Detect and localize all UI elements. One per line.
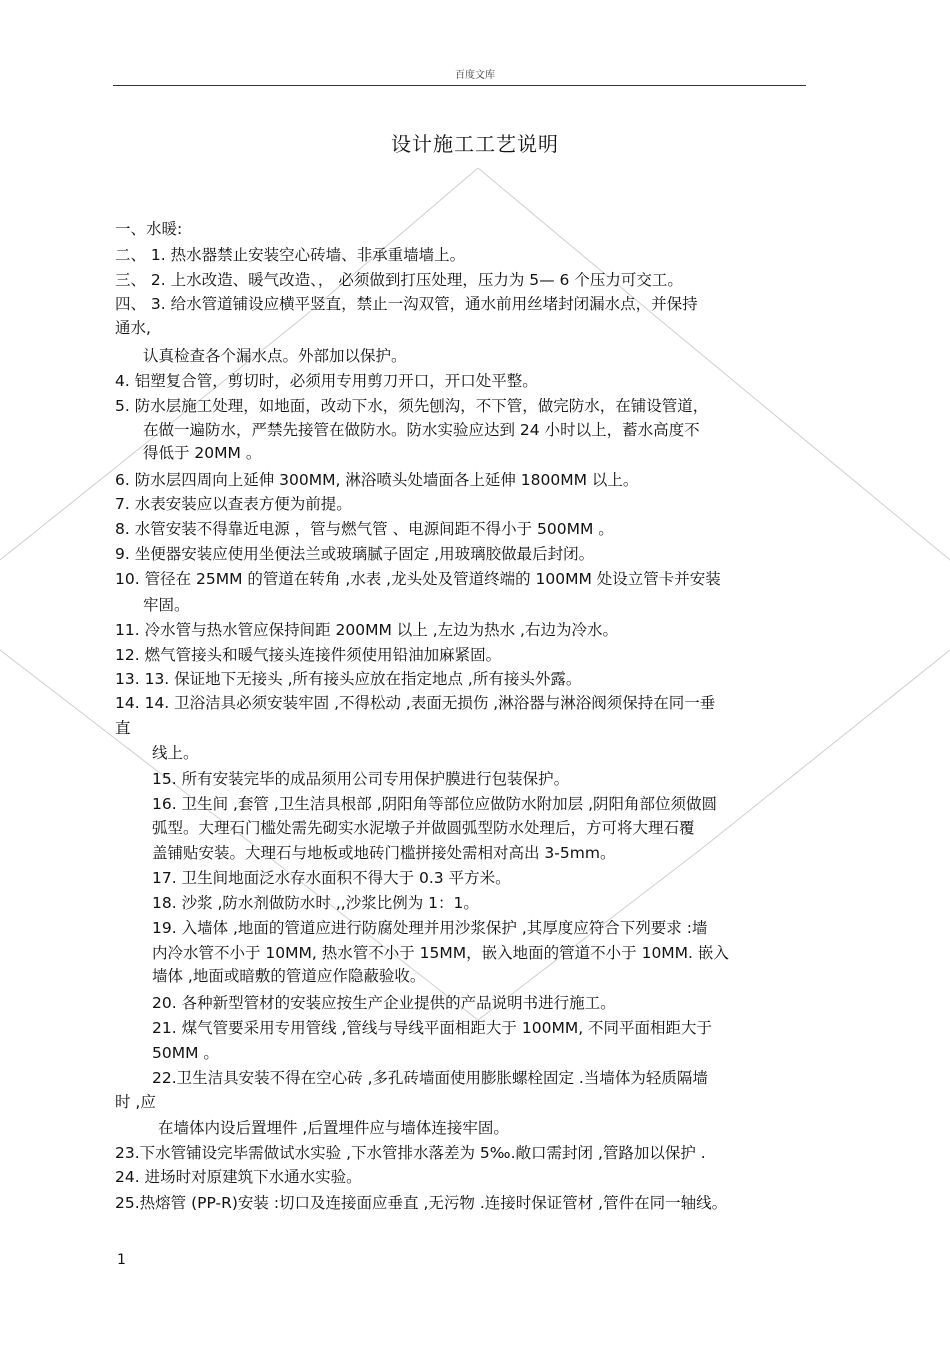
text-line: 12. 燃气管接头和暖气接头连接件须使用铅油加麻紧固。 — [115, 646, 502, 664]
document-title: 设计施工工艺说明 — [391, 132, 559, 156]
text-line: 盖铺贴安装。大理石与地板或地砖门槛拼接处需相对高出 3-5mm。 — [152, 844, 616, 862]
text-line: 弧型。大理石门槛处需先砌实水泥墩子并做圆弧型防水处理后，方可将大理石覆 — [152, 819, 695, 837]
page-number: 1 — [117, 1252, 126, 1268]
text-line: 11. 冷水管与热水管应保持间距 200MM 以上 ,左边为热水 ,右边为冷水。 — [115, 621, 618, 639]
text-line: 一、水暖: — [115, 220, 183, 238]
text-line: 50MM 。 — [152, 1044, 219, 1062]
text-line: 墙体 ,地面或暗敷的管道应作隐蔽验收。 — [152, 967, 426, 985]
text-line: 18. 沙浆 ,防水剂做防水时 ,,沙浆比例为 1：1。 — [152, 894, 479, 912]
text-line: 8. 水管安装不得靠近电源 ，管与燃气管 、电源间距不得小于 500MM 。 — [115, 520, 614, 538]
text-line: 13. 13. 保证地下无接头 ,所有接头应放在指定地点 ,所有接头外露。 — [115, 670, 582, 688]
text-line: 15. 所有安装完毕的成品须用公司专用保护膜进行包装保护。 — [152, 770, 570, 788]
text-line: 认真检查各个漏水点。外部加以保护。 — [143, 347, 407, 365]
text-line: 二、 1. 热水器禁止安装空心砖墙、非承重墙墙上。 — [115, 246, 466, 264]
text-line: 5. 防水层施工处理，如地面，改动下水，须先刨沟，不下管，做完防水，在铺设管道， — [115, 397, 709, 415]
text-line: 25.热熔管 (PP-R)安装 :切口及连接面应垂直 ,无污物 .连接时保证管材 ,管件在同一轴线。 — [115, 1194, 728, 1212]
text-line: 内冷水管不小于 10MM, 热水管不小于 15MM，嵌入地面的管道不小于 10MM. 嵌入 — [152, 944, 729, 962]
text-line: 10. 管径在 25MM 的管道在转角 ,水表 ,龙头处及管道终端的 100MM 处设立管卡并安装 — [115, 570, 721, 588]
text-line: 在墙体内设后置埋件 ,后置埋件应与墙体连接牢固。 — [158, 1119, 509, 1137]
text-line: 9. 坐便器安装应使用坐便法兰或玻璃腻子固定 ,用玻璃胶做最后封闭。 — [115, 545, 595, 563]
text-line: 23.下水管铺设完毕需做试水实验 ,下水管排水落差为 5‰.敞口需封闭 ,管路加以保护 . — [115, 1144, 706, 1162]
text-line: 在做一遍防水，严禁先接管在做防水。防水实验应达到 24 小时以上，蓄水高度不 — [143, 421, 700, 439]
text-line: 时 ,应 — [115, 1093, 156, 1111]
text-line: 三、 2. 上水改造、暖气改造、， 必须做到打压处理，压力为 5— 6 个压力可交工。 — [115, 271, 683, 289]
text-line: 21. 煤气管要采用专用管线 ,管线与导线平面相距大于 100MM, 不同平面相距大于 — [152, 1019, 713, 1037]
text-line: 14. 14. 卫浴洁具必须安装牢固 ,不得松动 ,表面无损伤 ,淋浴器与淋浴阀须保持在同一垂 — [115, 694, 716, 712]
text-line: 四、 3. 给水管道铺设应横平竖直，禁止一沟双管，通水前用丝堵封闭漏水点，并保持 — [115, 295, 698, 313]
text-line: 通水, — [115, 319, 151, 337]
page-header: 百度文库 — [455, 70, 495, 81]
text-line: 20. 各种新型管材的安装应按生产企业提供的产品说明书进行施工。 — [152, 994, 616, 1012]
text-line: 得低于 20MM 。 — [143, 444, 262, 462]
text-line: 6. 防水层四周向上延伸 300MM, 淋浴喷头处墙面各上延伸 1800MM 以上。 — [115, 471, 639, 489]
text-line: 牢固。 — [143, 596, 190, 614]
text-line: 24. 进场时对原建筑下水通水实验。 — [115, 1168, 362, 1186]
text-line: 17. 卫生间地面泛水存水面积不得大于 0.3 平方米。 — [152, 869, 511, 887]
text-line: 线上。 — [152, 744, 199, 762]
text-line: 7. 水表安装应以查表方便为前提。 — [115, 495, 352, 513]
text-line: 直 — [115, 719, 131, 737]
text-line: 4. 铝塑复合管，剪切时，必须用专用剪刀开口，开口处平整。 — [115, 372, 538, 390]
text-line: 22.卫生洁具安装不得在空心砖 ,多孔砖墙面使用膨胀螺栓固定 .当墙体为轻质隔墙 — [152, 1069, 708, 1087]
text-line: 16. 卫生间 ,套管 ,卫生洁具根部 ,阴阳角等部位应做防水附加层 ,阴阳角部位须做圆 — [152, 795, 717, 813]
text-line: 19. 入墙体 ,地面的管道应进行防腐处理并用沙浆保护 ,其厚度应符合下列要求 :墙 — [152, 919, 708, 937]
